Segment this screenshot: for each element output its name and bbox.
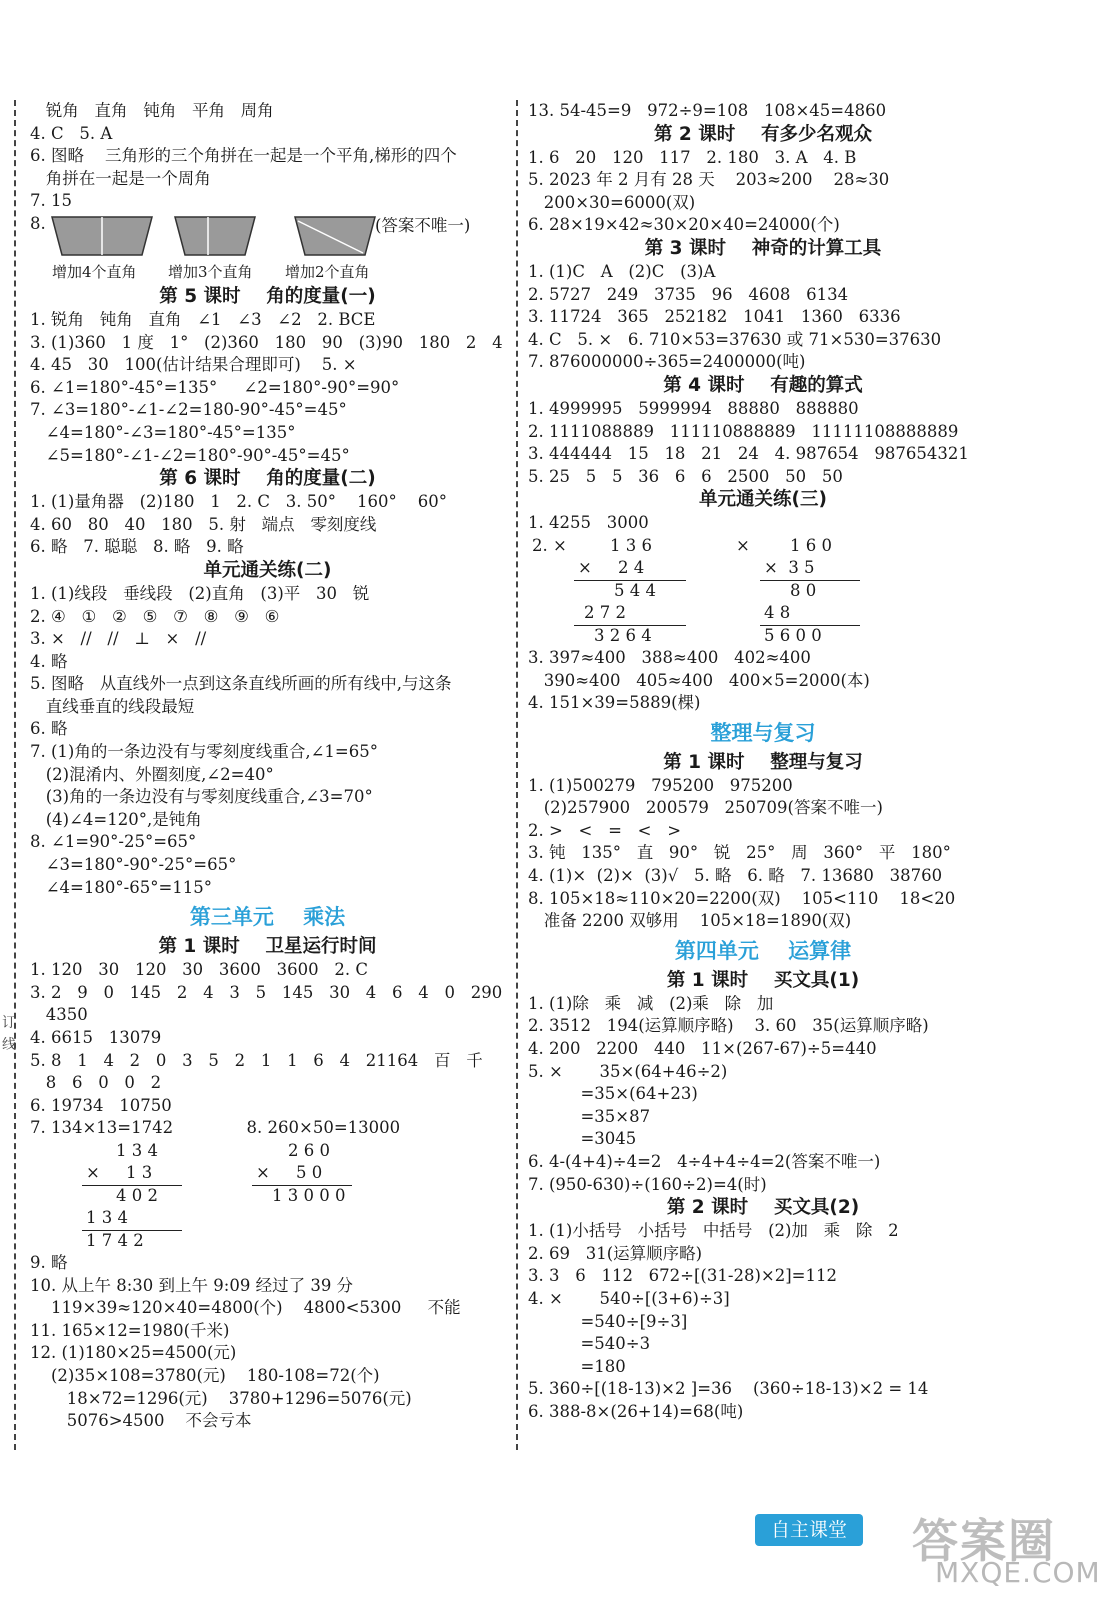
- unit3-title: 第三单元 乘法: [189, 905, 346, 930]
- answer-line: 4. 45 30 100(估计结果合理即可) 5. ×: [30, 355, 357, 375]
- answer-line: 4. C 5. × 6. 710×53=37630 或 71×530=37630: [528, 329, 942, 349]
- answer-line: 6. 图略 三角形的三个角拼在一起是一个平角,梯形的四个: [30, 146, 457, 166]
- watermark-url: MXQE.COM: [935, 1556, 1101, 1589]
- answer-line: ∠5=180°-∠1-∠2=180°-90°-45°=45°: [30, 445, 350, 465]
- lesson2-title: 第 2 课时 有多少名观众: [653, 123, 873, 145]
- answer-line: 3. (1)360 1 度 1° (2)360 180 90 (3)90 180 2 4: [30, 332, 503, 352]
- answer-line: 1. (1)量角器 (2)180 1 2. C 3. 50° 160° 60°: [30, 492, 447, 512]
- answer-line: 1. 锐角 钝角 直角 ∠1 ∠3 ∠2 2. BCE: [30, 309, 376, 329]
- answer-line: 7. (950-630)÷(160÷2)=4(时): [528, 1174, 767, 1194]
- answer-line: 7. 15: [30, 191, 72, 211]
- vA-row: 5 4 4: [614, 580, 656, 600]
- lesson41-lines: [528, 993, 998, 1196]
- answer-line: 5076>4500 不会亏本: [30, 1411, 252, 1431]
- trapezoid-2: [175, 217, 255, 255]
- review2-lines: [30, 583, 505, 899]
- answer-line: 4350: [30, 1005, 88, 1025]
- answer-line: 1. (1)500279 795200 975200: [528, 775, 793, 795]
- answer-line: 8. ∠1=90°-25°=65°: [30, 832, 197, 852]
- lesson31-after: [30, 1252, 505, 1433]
- answer-line: 1. 4999995 5999994 88880 888880: [528, 398, 859, 418]
- answer-line: 4. (1)× (2)× (3)√ 5. 略 6. 略 7. 13680 38760: [528, 866, 943, 886]
- answer-line: =180: [528, 1356, 626, 1376]
- answer-line: 角拼在一起是一个周角: [30, 168, 211, 188]
- answer-line: 5. 2023 年 2 月有 28 天 203≈200 28≈30: [528, 170, 890, 190]
- answer-line: 5. 8 1 4 2 0 3 5 2 1 1 6 4 21164 百 千: [30, 1050, 483, 1070]
- caption-1: 增加4个直角: [52, 262, 137, 281]
- answer-line: 锐角 直角 钝角 平角 周角: [30, 101, 274, 120]
- answer-line: 1. 6 20 120 117 2. 180 3. A 4. B: [528, 147, 857, 167]
- vertical-calculations-7-8: [30, 1140, 505, 1252]
- lesson4-lines: [528, 398, 998, 488]
- answer-line: 3. 2 9 0 145 2 4 3 5 145 30 4 6 4 0 290: [30, 982, 503, 1002]
- lesson42-title: 第 2 课时 买文具(2): [666, 1197, 860, 1219]
- lesson5-title: 第 5 课时 角的度量(一): [159, 285, 376, 307]
- answer-line: 8. 105×18≈110×20=2200(双) 105<110 18<20: [528, 888, 956, 908]
- answer-line: ∠4=180°-65°=115°: [30, 877, 213, 897]
- answer-line: 4. × 540÷[(3+6)÷3]: [528, 1288, 730, 1308]
- answer-line: 3. 3 6 112 672÷[(31-28)×2]=112: [528, 1266, 837, 1286]
- answer-line: =540÷3: [528, 1334, 651, 1354]
- vA-row: 3 2 6 4: [594, 625, 652, 645]
- answer-line: 4. 略: [30, 651, 68, 671]
- q2b-label: ×: [736, 535, 750, 555]
- answer-line: 1. (1)线段 垂线段 (2)直角 (3)平 30 锐: [30, 583, 370, 603]
- lesson31-title: 第 1 课时 卫星运行时间: [158, 936, 377, 958]
- answer-line: 5. 25 5 5 36 6 6 2500 50 50: [528, 466, 843, 486]
- answer-line: 3. 11724 365 252182 1041 1360 6336: [528, 307, 901, 327]
- answer-line: 4. 60 80 40 180 5. 射 端点 零刻度线: [30, 514, 377, 534]
- answer-line: 18×72=1296(元) 3780+1296=5076(元): [30, 1388, 412, 1408]
- unit4-title: 第四单元 运算律: [674, 938, 852, 963]
- q2-label: 2. ×: [532, 535, 567, 555]
- q8-figures: [30, 213, 505, 285]
- answer-line: 7. 134×13=1742 8. 260×50=13000: [30, 1118, 401, 1138]
- v7-row: × 1 3: [86, 1162, 153, 1182]
- answer-line: 390≈400 405≈400 400×5=2000(本): [528, 670, 870, 690]
- answer-line: 6. 28×19×42≈30×20×40=24000(个): [528, 215, 840, 235]
- answer-line: =540÷[9÷3]: [528, 1311, 688, 1331]
- lesson3-lines: [528, 261, 998, 374]
- margin-mark-1: 订: [2, 1015, 16, 1031]
- review3-lines: [528, 647, 998, 715]
- answer-line: 3. 397≈400 388≈400 402≈400: [528, 647, 811, 667]
- lesson5-lines: [30, 309, 505, 467]
- answer-line: 11. 165×12=1980(千米): [30, 1320, 230, 1340]
- lesson3-title: 第 3 课时 神奇的计算工具: [644, 237, 882, 259]
- lesson6-lines: [30, 491, 505, 559]
- answer-line: (2)257900 200579 250709(答案不唯一): [528, 798, 883, 818]
- answer-line: 10. 从上午 8:30 到上午 9:09 经过了 39 分: [30, 1275, 354, 1295]
- trapezoid-1: [52, 217, 152, 255]
- review1-title: 第 1 课时 整理与复习: [663, 751, 863, 773]
- lesson42-lines: [528, 1220, 998, 1423]
- lesson41-title: 第 1 课时 买文具(1): [666, 969, 860, 991]
- answer-line: 5. × 35×(64+46÷2): [528, 1061, 728, 1081]
- review-section-title: 整理与复习: [710, 720, 816, 745]
- answer-line: 3. 钝 135° 直 90° 锐 25° 周 360° 平 180°: [528, 843, 951, 863]
- answer-line: 12. (1)180×25=4500(元): [30, 1343, 237, 1363]
- v7-row: 1 3 4: [86, 1207, 128, 1227]
- answer-line: 13. 54-45=9 972÷9=108 108×45=4860: [528, 101, 887, 120]
- answer-line: 5. 360÷[(18-13)×2 ]=36 (360÷18-13)×2 = 14: [528, 1379, 929, 1399]
- answer-line: 1. 4255 3000: [528, 513, 649, 533]
- v8-row: 1 3 0 0 0: [272, 1185, 346, 1205]
- lesson6-title: 第 6 课时 角的度量(二): [159, 468, 376, 490]
- q8-note: (答案不唯一): [375, 215, 471, 235]
- left-column: [30, 100, 505, 1433]
- answer-line: (3)角的一条边没有与零刻度线重合,∠3=70°: [30, 787, 373, 807]
- caption-3: 增加2个直角: [285, 262, 370, 281]
- answer-line: 5. 图略 从直线外一点到这条直线所画的所有线中,与这条: [30, 674, 452, 694]
- lesson2-lines: [528, 147, 998, 237]
- answer-line: 200×30=6000(双): [528, 192, 696, 212]
- v8-row: 2 6 0: [288, 1140, 330, 1160]
- review3-title: 单元通关练(三): [699, 489, 827, 511]
- vB-row: 5 6 0 0: [764, 625, 822, 645]
- answer-line: 直线垂直的线段最短: [30, 696, 195, 716]
- answer-line: (4)∠4=120°,是钝角: [30, 809, 202, 829]
- answer-line: 1. (1)C A (2)C (3)A: [528, 261, 716, 281]
- book-badge: 自主课堂: [755, 1514, 863, 1546]
- answer-line: 6. ∠1=180°-45°=135° ∠2=180°-90°=90°: [30, 377, 400, 397]
- answer-line: ∠3=180°-90°-25°=65°: [30, 855, 237, 875]
- answer-line: 3. × // // ⊥ × //: [30, 629, 207, 649]
- watermark-logo: 答案圈: [912, 1514, 1056, 1568]
- answer-line: 1. (1)除 乘 减 (2)乘 除 加: [528, 993, 774, 1013]
- answer-line: 4. 200 2200 440 11×(267-67)÷5=440: [528, 1039, 877, 1059]
- trapezoid-3: [295, 217, 375, 255]
- lesson4-title: 第 4 课时 有趣的算式: [663, 374, 863, 396]
- answer-line: 1. 120 30 120 30 3600 3600 2. C: [30, 960, 368, 980]
- answer-line: 6. 388-8×(26+14)=68(吨): [528, 1401, 744, 1421]
- lesson31-lines: [30, 959, 505, 1140]
- vB-row: 8 0: [790, 580, 817, 600]
- margin-mark-2: 线: [2, 1037, 16, 1053]
- answer-line: 2. 5727 249 3735 96 4608 6134: [528, 284, 849, 304]
- answer-line: 2. ④ ① ② ⑤ ⑦ ⑧ ⑨ ⑥: [30, 606, 280, 626]
- answer-line: 7. (1)角的一条边没有与零刻度线重合,∠1=65°: [30, 742, 378, 762]
- answer-line: 6. 略 7. 聪聪 8. 略 9. 略: [30, 537, 244, 557]
- pre-lines: [30, 100, 505, 213]
- answer-line: 2. 1111088889 111110888889 11111108888889: [528, 421, 959, 441]
- vertical-calculations-review3: [528, 535, 998, 647]
- vB-row: × 3 5: [764, 557, 815, 577]
- v7-row: 1 3 4: [116, 1140, 158, 1160]
- vA-row: 1 3 6: [610, 535, 652, 555]
- answer-line: 8 6 0 0 2: [30, 1073, 162, 1093]
- v7-row: 4 0 2: [116, 1185, 158, 1205]
- answer-line: =35×(64+23): [528, 1084, 698, 1104]
- answer-line: 2. 3512 194(运算顺序略) 3. 60 35(运算顺序略): [528, 1016, 929, 1036]
- answer-line: 4. 151×39=5889(棵): [528, 693, 701, 713]
- answer-line: =35×87: [528, 1106, 651, 1126]
- answer-line: 7. ∠3=180°-∠1-∠2=180-90°-45°=45°: [30, 400, 347, 420]
- answer-line: 4. C 5. A: [30, 123, 113, 143]
- answer-line: 7. 876000000÷365=2400000(吨): [528, 352, 806, 372]
- review1-lines: [528, 775, 998, 933]
- answer-line: 准备 2200 双够用 105×18=1890(双): [528, 911, 852, 931]
- answer-line: 1. (1)小括号 小括号 中括号 (2)加 乘 除 2: [528, 1221, 899, 1241]
- vA-row: 2 7 2: [584, 602, 626, 622]
- vB-row: 1 6 0: [790, 535, 832, 555]
- answer-line: 6. 略: [30, 719, 68, 739]
- answer-line: =3045: [528, 1129, 637, 1149]
- answer-line: 6. 19734 10750: [30, 1095, 172, 1115]
- q8-number: 8.: [30, 213, 46, 233]
- answer-line: 119×39≈120×40=4800(个) 4800<5300 不能: [30, 1298, 461, 1318]
- answer-line: 9. 略: [30, 1252, 68, 1272]
- answer-line: (2)混淆内、外圈刻度,∠2=40°: [30, 764, 274, 784]
- answer-line: 2. 69 31(运算顺序略): [528, 1243, 703, 1263]
- caption-2: 增加3个直角: [168, 262, 253, 281]
- left-margin-dash: [14, 100, 16, 1450]
- answer-line: 4. 6615 13079: [30, 1028, 162, 1047]
- review2-title: 单元通关练(二): [203, 559, 332, 581]
- answer-line: ∠4=180°-∠3=180°-45°=135°: [30, 422, 296, 442]
- right-column: [528, 100, 998, 1424]
- answer-line: (2)35×108=3780(元) 180-108=72(个): [30, 1365, 380, 1385]
- v8-row: × 5 0: [256, 1162, 323, 1182]
- vA-row: × 2 4: [578, 557, 645, 577]
- v7-row: 1 7 4 2: [86, 1230, 144, 1250]
- answer-line: 6. 4-(4+4)÷4=2 4÷4+4÷4=2(答案不唯一): [528, 1152, 881, 1171]
- answer-line: 3. 444444 15 18 21 24 4. 987654 987654321: [528, 444, 969, 464]
- vB-row: 4 8: [764, 602, 791, 622]
- column-divider: [516, 100, 518, 1450]
- answer-line: 2. > < = < >: [528, 820, 682, 840]
